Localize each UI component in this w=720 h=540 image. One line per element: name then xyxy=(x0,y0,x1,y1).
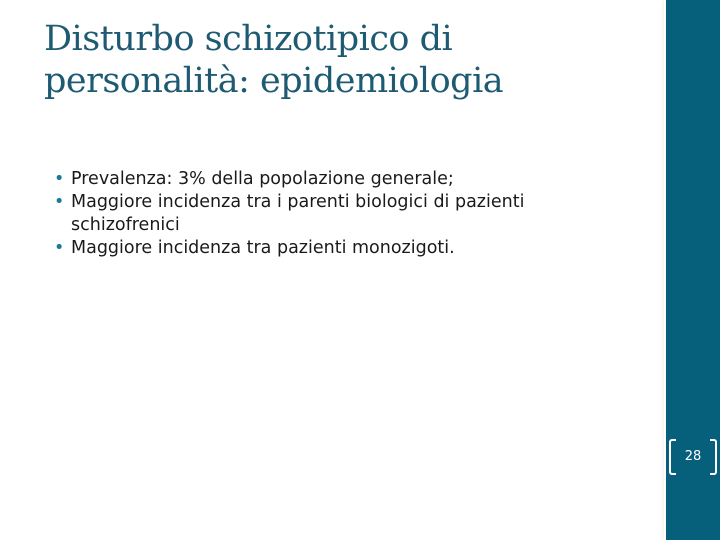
slide-title-line-1: Disturbo schizotipico di xyxy=(44,19,453,59)
page-number-badge xyxy=(669,439,717,477)
slide-title xyxy=(44,18,644,102)
right-bracket-icon xyxy=(710,439,717,475)
bullet-text: Prevalenza: 3% della popolazione generale; xyxy=(71,169,454,189)
bullet-point-icon: • xyxy=(54,238,65,258)
bullet-text: Maggiore incidenza tra pazienti monozigoti. xyxy=(71,238,455,258)
bullet-item xyxy=(52,168,612,191)
bullet-item xyxy=(52,191,612,237)
slide-title-line-2: personalità: epidemiologia xyxy=(44,61,504,101)
bullet-point-icon: • xyxy=(54,192,65,212)
page-number: 28 xyxy=(684,449,702,464)
bullet-text: Maggiore incidenza tra i parenti biologici di pazienti schizofrenici xyxy=(71,192,525,235)
bullet-list xyxy=(52,168,612,260)
bullet-point-icon: • xyxy=(54,169,65,189)
bullet-item xyxy=(52,237,612,260)
